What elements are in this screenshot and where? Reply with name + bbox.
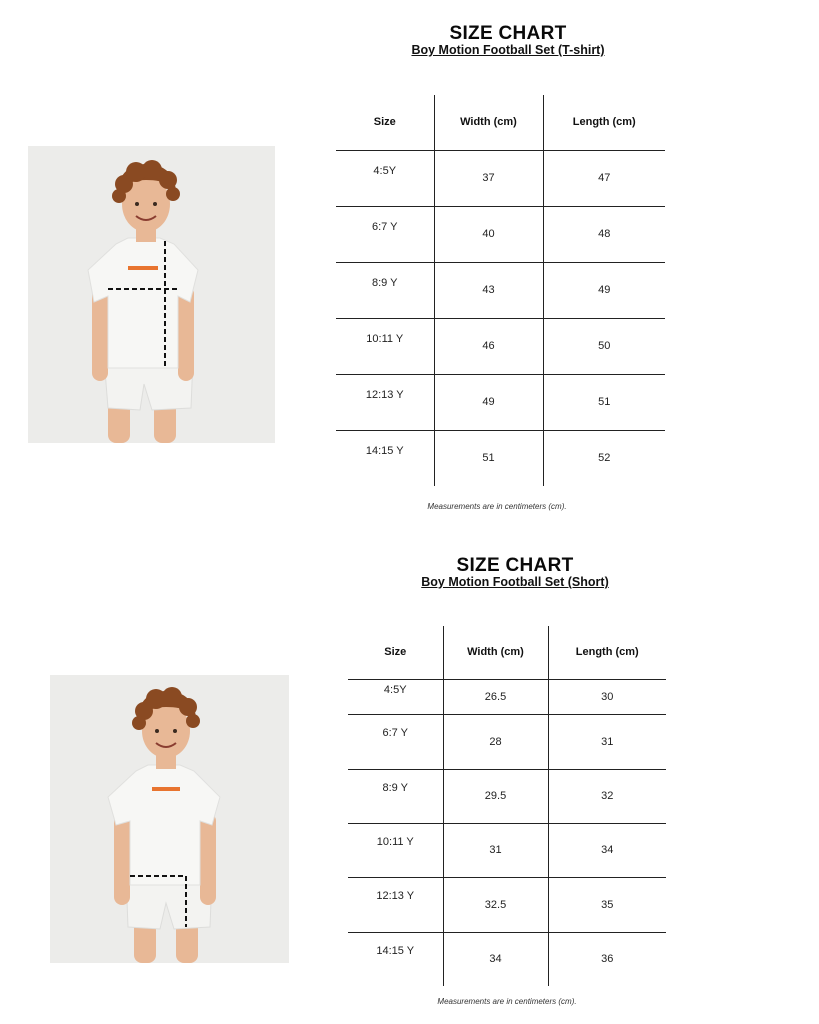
table-row bbox=[348, 769, 666, 823]
size-cell: 10:11 Y bbox=[336, 318, 434, 374]
width-cell: 32.5 bbox=[443, 877, 548, 932]
short-model-photo bbox=[50, 675, 289, 963]
length-cell: 31 bbox=[548, 714, 666, 769]
width-cell: 28 bbox=[443, 714, 548, 769]
width-cell: 51 bbox=[434, 430, 543, 486]
short-chart-subtitle: Boy Motion Football Set (Short) bbox=[421, 575, 609, 589]
tshirt-measurement-note: Measurements are in centimeters (cm). bbox=[427, 502, 567, 511]
width-cell: 43 bbox=[434, 262, 543, 318]
table-row bbox=[336, 374, 665, 430]
short-model-illustration bbox=[50, 675, 289, 963]
size-cell: 4:5Y bbox=[336, 150, 434, 206]
length-cell: 35 bbox=[548, 877, 666, 932]
width-cell: 31 bbox=[443, 823, 548, 877]
length-cell: 52 bbox=[543, 430, 665, 486]
size-cell: 12:13 Y bbox=[348, 877, 443, 932]
tshirt-model-illustration bbox=[28, 146, 275, 443]
table-header-row bbox=[348, 626, 666, 679]
tshirt-size-table bbox=[336, 95, 665, 486]
width-cell: 46 bbox=[434, 318, 543, 374]
size-cell: 10:11 Y bbox=[348, 823, 443, 877]
table-row bbox=[336, 318, 665, 374]
table-header-row bbox=[336, 95, 665, 150]
size-column-header: Size bbox=[384, 646, 407, 659]
size-cell: 14:15 Y bbox=[348, 932, 443, 986]
table-row bbox=[336, 430, 665, 486]
size-cell: 4:5Y bbox=[348, 679, 443, 714]
size-cell: 6:7 Y bbox=[348, 714, 443, 769]
width-column-header: Width (cm) bbox=[443, 626, 548, 679]
tshirt-model-photo bbox=[28, 146, 275, 443]
table-row bbox=[348, 877, 666, 932]
length-cell: 36 bbox=[548, 932, 666, 986]
width-cell: 40 bbox=[434, 206, 543, 262]
length-cell: 34 bbox=[548, 823, 666, 877]
short-measurement-note: Measurements are in centimeters (cm). bbox=[437, 997, 577, 1006]
width-cell: 37 bbox=[434, 150, 543, 206]
short-size-table bbox=[348, 626, 666, 986]
length-column-header: Length (cm) bbox=[543, 95, 665, 150]
size-cell: 6:7 Y bbox=[336, 206, 434, 262]
width-column-header: Width (cm) bbox=[434, 95, 543, 150]
width-cell: 26.5 bbox=[443, 679, 548, 714]
length-cell: 30 bbox=[548, 679, 666, 714]
length-cell: 32 bbox=[548, 769, 666, 823]
length-cell: 49 bbox=[543, 262, 665, 318]
table-row bbox=[348, 714, 666, 769]
table-row bbox=[336, 206, 665, 262]
width-cell: 34 bbox=[443, 932, 548, 986]
table-row bbox=[348, 679, 666, 714]
length-column-header: Length (cm) bbox=[548, 626, 666, 679]
width-cell: 49 bbox=[434, 374, 543, 430]
length-cell: 50 bbox=[543, 318, 665, 374]
size-cell: 12:13 Y bbox=[336, 374, 434, 430]
table-row bbox=[348, 932, 666, 986]
size-cell: 14:15 Y bbox=[336, 430, 434, 486]
width-cell: 29.5 bbox=[443, 769, 548, 823]
tshirt-chart-subtitle: Boy Motion Football Set (T-shirt) bbox=[411, 43, 605, 57]
length-cell: 47 bbox=[543, 150, 665, 206]
size-column-header: Size bbox=[373, 116, 396, 129]
tshirt-chart-title: SIZE CHART bbox=[449, 23, 567, 44]
length-cell: 51 bbox=[543, 374, 665, 430]
size-cell: 8:9 Y bbox=[336, 262, 434, 318]
table-row bbox=[336, 150, 665, 206]
size-cell: 8:9 Y bbox=[348, 769, 443, 823]
short-size-chart-section bbox=[0, 530, 819, 1024]
table-row bbox=[348, 823, 666, 877]
table-row bbox=[336, 262, 665, 318]
length-cell: 48 bbox=[543, 206, 665, 262]
short-chart-title: SIZE CHART bbox=[456, 555, 574, 576]
